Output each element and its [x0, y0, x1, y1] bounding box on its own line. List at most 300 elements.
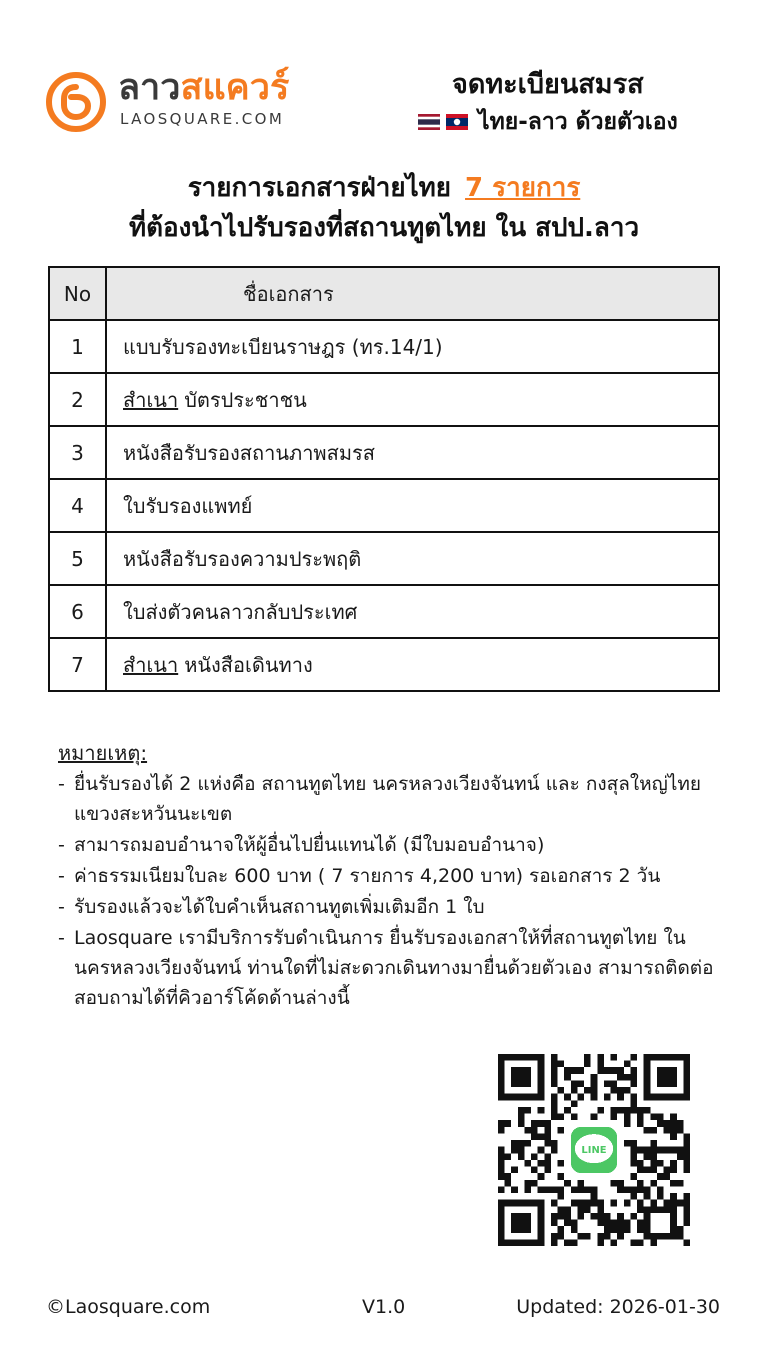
qr-module [544, 1127, 551, 1134]
qr-module [624, 1114, 631, 1121]
qr-module [564, 1206, 571, 1213]
qr-module [630, 1107, 637, 1114]
row-document-name [106, 373, 719, 426]
qr-module [617, 1233, 624, 1240]
qr-module [611, 1220, 618, 1227]
table-row [49, 532, 719, 585]
note-text: Laosquare เรามีบริการรับดำเนินการ ยื่นรับรองเอกสาให้ที่สถานทูตไทย ในนครหลวงเวียงจันทน์ ท่านใดที่ไม่สะดวกเดินทางมายื่นด้วยตัวเอง สามารถติดต่อสอบถามได้ที่คิวอาร์โค้ดด้านล่างนี้ [74, 927, 714, 1009]
qr-module [558, 1186, 565, 1193]
qr-module [670, 1147, 677, 1154]
qr-module [677, 1233, 684, 1240]
row-document-name [106, 320, 719, 373]
qr-module [597, 1206, 604, 1213]
qr-module [584, 1186, 591, 1193]
qr-module [564, 1067, 571, 1074]
row-document-text: แบบรับรองทะเบียนราษฎร (ทร.14/1) [123, 334, 443, 359]
qr-module [644, 1233, 651, 1240]
qr-module [551, 1094, 558, 1101]
qr-module [531, 1127, 538, 1134]
qr-module [518, 1153, 525, 1160]
qr-module [637, 1160, 644, 1167]
line-logo-icon [571, 1127, 617, 1173]
heading-line-2: ที่ต้องนำไปรับรองที่สถานทูตไทย ใน สปป.ลาว [128, 213, 640, 243]
qr-module [624, 1074, 631, 1081]
qr-module [637, 1180, 644, 1187]
qr-module [624, 1200, 631, 1207]
qr-module [630, 1213, 637, 1220]
qr-module [571, 1239, 578, 1246]
header-title-block [418, 68, 718, 140]
qr-module [683, 1239, 690, 1246]
qr-module [617, 1087, 624, 1094]
note-dash: - [58, 927, 65, 949]
row-document-name [106, 479, 719, 532]
qr-module [683, 1133, 690, 1140]
qr-module [505, 1180, 512, 1187]
lao-flag-icon [446, 114, 468, 130]
qr-module [630, 1186, 637, 1193]
qr-module [664, 1206, 671, 1213]
qr-module [650, 1140, 657, 1147]
header-subtitle-row [418, 104, 718, 140]
qr-module [664, 1127, 671, 1134]
qr-module [657, 1193, 664, 1200]
qr-module [624, 1140, 631, 1147]
qr-module [604, 1094, 611, 1101]
qr-module [637, 1114, 644, 1121]
notes-title: หมายเหตุ: [58, 741, 148, 765]
qr-module [670, 1167, 677, 1174]
qr-module [558, 1160, 565, 1167]
qr-module [630, 1153, 637, 1160]
qr-module [531, 1153, 538, 1160]
row-number: 5 [49, 532, 106, 585]
qr-module [591, 1087, 598, 1094]
qr-module [644, 1107, 651, 1114]
column-header-no: No [49, 267, 106, 320]
qr-module [597, 1107, 604, 1114]
qr-module [611, 1239, 618, 1246]
row-document-name [106, 638, 719, 691]
qr-module [531, 1180, 538, 1187]
qr-module [538, 1160, 545, 1167]
qr-module [498, 1120, 505, 1127]
qr-module [664, 1200, 671, 1207]
qr-module [644, 1167, 651, 1174]
qr-module [564, 1239, 571, 1246]
row-number: 3 [49, 426, 106, 479]
qr-module [644, 1153, 651, 1160]
qr-module [637, 1226, 644, 1233]
table-row [49, 585, 719, 638]
qr-module [630, 1193, 637, 1200]
qr-module [630, 1067, 637, 1074]
qr-module [597, 1061, 604, 1068]
note-dash: - [58, 773, 65, 795]
qr-module [571, 1067, 578, 1074]
qr-module [650, 1147, 657, 1154]
qr-module [498, 1186, 505, 1193]
qr-module [657, 1147, 664, 1154]
qr-module [637, 1200, 644, 1207]
qr-module [544, 1167, 551, 1174]
qr-module [617, 1074, 624, 1081]
note-text: ยื่นรับรองได้ 2 แห่งคือ สถานทูตไทย นครหลวงเวียงจันทน์ และ กงสุลใหญ่ไทย แขวงสะหวันนะเขต [74, 773, 702, 825]
note-dash: - [58, 865, 65, 887]
qr-module [571, 1226, 578, 1233]
row-document-text: ใบรับรองแพทย์ [123, 493, 253, 518]
qr-module [551, 1067, 558, 1074]
qr-module [670, 1226, 677, 1233]
heading-line-1 [0, 168, 768, 208]
qr-module [670, 1114, 677, 1121]
qr-module [558, 1061, 565, 1068]
qr-module [564, 1180, 571, 1187]
qr-module [630, 1074, 637, 1081]
qr-module [617, 1180, 624, 1187]
qr-module [597, 1220, 604, 1227]
qr-module [670, 1193, 677, 1200]
qr-module [518, 1120, 525, 1127]
table-row [49, 373, 719, 426]
table-row [49, 479, 719, 532]
qr-module [683, 1220, 690, 1227]
row-document-text: หนังสือเดินทาง [184, 652, 313, 677]
qr-module [597, 1233, 604, 1240]
qr-module [544, 1133, 551, 1140]
qr-module [670, 1200, 677, 1207]
qr-module [644, 1220, 651, 1227]
header-title: จดทะเบียนสมรส [452, 69, 644, 100]
qr-module [650, 1160, 657, 1167]
qr-module [637, 1206, 644, 1213]
qr-module [617, 1094, 624, 1101]
qr-module [624, 1107, 631, 1114]
footer-copyright: ©Laosquare.com [46, 1296, 211, 1318]
qr-module [551, 1186, 558, 1193]
qr-module [650, 1153, 657, 1160]
row-number: 4 [49, 479, 106, 532]
qr-module [558, 1087, 565, 1094]
qr-module [683, 1147, 690, 1154]
qr-module [511, 1140, 518, 1147]
qr-module [644, 1147, 651, 1154]
qr-module [597, 1067, 604, 1074]
row-number: 2 [49, 373, 106, 426]
qr-module [611, 1180, 618, 1187]
qr-module [664, 1120, 671, 1127]
qr-module [630, 1239, 637, 1246]
qr-module [670, 1127, 677, 1134]
qr-module [571, 1114, 578, 1121]
qr-module [604, 1220, 611, 1227]
qr-module [683, 1167, 690, 1174]
qr-module [624, 1220, 631, 1227]
row-document-text: บัตรประชาชน [184, 387, 307, 412]
qr-module [630, 1173, 637, 1180]
column-header-name: ชื่อเอกสาร [106, 267, 719, 320]
qr-module [584, 1200, 591, 1207]
qr-module [524, 1107, 531, 1114]
qr-module [498, 1173, 505, 1180]
qr-module [551, 1114, 558, 1121]
qr-module [551, 1054, 558, 1061]
qr-module [637, 1120, 644, 1127]
note-text: สามารถมอบอำนาจให้ผู้อื่นไปยื่นแทนได้ (มีใบมอบอำนาจ) [74, 834, 545, 856]
qr-module [551, 1200, 558, 1207]
qr-module [657, 1233, 664, 1240]
qr-module [538, 1133, 545, 1140]
brand-name-part1: ลาว [118, 67, 181, 108]
qr-module [683, 1200, 690, 1207]
qr-module [604, 1233, 611, 1240]
qr-module [637, 1220, 644, 1227]
qr-module [630, 1140, 637, 1147]
qr-module [518, 1114, 525, 1121]
qr-module [670, 1213, 677, 1220]
brand-name [118, 66, 289, 110]
qr-module [571, 1200, 578, 1207]
qr-module [683, 1206, 690, 1213]
qr-module [677, 1120, 684, 1127]
qr-module [551, 1220, 558, 1227]
qr-module [558, 1173, 565, 1180]
qr-module [577, 1200, 584, 1207]
footer-updated: Updated: 2026-01-30 [516, 1296, 720, 1318]
note-item [58, 923, 718, 1013]
qr-module [597, 1054, 604, 1061]
qr-module [551, 1147, 558, 1154]
qr-module [498, 1153, 505, 1160]
qr-module [591, 1193, 598, 1200]
qr-module [524, 1140, 531, 1147]
qr-module [624, 1120, 631, 1127]
row-number: 1 [49, 320, 106, 373]
row-document-text: ใบส่งตัวคนลาวกลับประเทศ [123, 599, 358, 624]
qr-module [611, 1087, 618, 1094]
qr-module [683, 1140, 690, 1147]
heading-text: รายการเอกสารฝ่ายไทย [187, 173, 452, 203]
qr-module [630, 1147, 637, 1154]
qr-module [604, 1067, 611, 1074]
qr-module [657, 1114, 664, 1121]
qr-module [551, 1239, 558, 1246]
qr-module [571, 1087, 578, 1094]
qr-module [558, 1226, 565, 1233]
qr-module [498, 1147, 505, 1154]
qr-module [531, 1167, 538, 1174]
qr-module [544, 1160, 551, 1167]
qr-module [498, 1160, 505, 1167]
qr-module [518, 1107, 525, 1114]
document-table [48, 266, 720, 692]
qr-module [584, 1087, 591, 1094]
qr-module [584, 1233, 591, 1240]
qr-module [657, 1120, 664, 1127]
qr-module [630, 1094, 637, 1101]
qr-module [617, 1107, 624, 1114]
row-document-name [106, 585, 719, 638]
qr-module [637, 1107, 644, 1114]
qr-module [657, 1186, 664, 1193]
row-document-text: หนังสือรับรองสถานภาพสมรส [123, 440, 375, 465]
qr-module [644, 1213, 651, 1220]
header-subtitle: ไทย-ลาว ด้วยตัวเอง [478, 109, 678, 135]
qr-module [558, 1114, 565, 1121]
qr-module [544, 1153, 551, 1160]
notes-list [58, 769, 718, 1013]
footer-version: V1.0 [362, 1296, 406, 1318]
row-number: 7 [49, 638, 106, 691]
qr-module [664, 1233, 671, 1240]
qr-module [524, 1127, 531, 1134]
qr-module [577, 1180, 584, 1187]
qr-module [644, 1206, 651, 1213]
qr-module [551, 1233, 558, 1240]
qr-module [551, 1074, 558, 1081]
qr-module [611, 1067, 618, 1074]
qr-module [531, 1120, 538, 1127]
qr-module [683, 1193, 690, 1200]
brand-subtitle: LAOSQUARE.COM [120, 110, 285, 128]
qr-module [624, 1226, 631, 1233]
qr-module [564, 1074, 571, 1081]
qr-module [650, 1127, 657, 1134]
qr-module [505, 1120, 512, 1127]
qr-module [630, 1160, 637, 1167]
qr-module [584, 1061, 591, 1068]
qr-module [505, 1153, 512, 1160]
qr-module [551, 1080, 558, 1087]
table-row [49, 426, 719, 479]
line-qr-code[interactable] [498, 1054, 690, 1246]
qr-module [571, 1220, 578, 1227]
qr-module [577, 1094, 584, 1101]
qr-module [571, 1080, 578, 1087]
qr-module [644, 1226, 651, 1233]
qr-module [604, 1226, 611, 1233]
qr-module [657, 1173, 664, 1180]
qr-module [544, 1140, 551, 1147]
qr-module [551, 1061, 558, 1068]
table-row [49, 638, 719, 691]
qr-module [524, 1180, 531, 1187]
qr-module [524, 1186, 531, 1193]
row-document-name [106, 532, 719, 585]
qr-module [611, 1107, 618, 1114]
qr-module [531, 1133, 538, 1140]
qr-module [657, 1206, 664, 1213]
qr-module [597, 1200, 604, 1207]
qr-module [558, 1206, 565, 1213]
qr-module [604, 1213, 611, 1220]
qr-module [551, 1100, 558, 1107]
qr-module [558, 1193, 565, 1200]
qr-module [670, 1160, 677, 1167]
qr-module [498, 1127, 505, 1134]
qr-module [617, 1220, 624, 1227]
note-item [58, 861, 718, 891]
qr-module [597, 1213, 604, 1220]
copy-tag: สำเนา [123, 652, 179, 677]
qr-module [591, 1186, 598, 1193]
qr-module [611, 1226, 618, 1233]
qr-module [538, 1186, 545, 1193]
qr-module [564, 1220, 571, 1227]
qr-module [677, 1180, 684, 1187]
qr-module [630, 1054, 637, 1061]
qr-module [637, 1239, 644, 1246]
qr-module [577, 1080, 584, 1087]
qr-module [677, 1147, 684, 1154]
qr-module [564, 1107, 571, 1114]
qr-module [564, 1213, 571, 1220]
qr-module [577, 1233, 584, 1240]
qr-module [670, 1220, 677, 1227]
qr-module [538, 1120, 545, 1127]
table-row [49, 320, 719, 373]
qr-module [551, 1213, 558, 1220]
notes-section [58, 738, 718, 1013]
qr-module [524, 1160, 531, 1167]
note-item [58, 769, 718, 829]
qr-module [591, 1094, 598, 1101]
qr-module [571, 1186, 578, 1193]
qr-module [597, 1239, 604, 1246]
qr-module [664, 1173, 671, 1180]
qr-module [511, 1147, 518, 1154]
note-text: ค่าธรรมเนียมใบละ 600 บาท ( 7 รายการ 4,200 บาท) รอเอกสาร 2 วัน [74, 865, 661, 887]
qr-module [498, 1167, 505, 1174]
qr-module [584, 1206, 591, 1213]
qr-module [670, 1206, 677, 1213]
qr-module [664, 1167, 671, 1174]
qr-module [551, 1140, 558, 1147]
qr-module [591, 1074, 598, 1081]
qr-module [617, 1226, 624, 1233]
qr-module [511, 1167, 518, 1174]
qr-module [538, 1107, 545, 1114]
qr-module [611, 1080, 618, 1087]
qr-module [644, 1193, 651, 1200]
qr-module [558, 1233, 565, 1240]
qr-module [611, 1054, 618, 1061]
qr-module [650, 1114, 657, 1121]
qr-module [577, 1206, 584, 1213]
brand-logo [46, 67, 346, 134]
qr-module [637, 1167, 644, 1174]
qr-module [650, 1200, 657, 1207]
qr-module [650, 1233, 657, 1240]
line-logo-text: LINE [581, 1144, 607, 1156]
laosquare-logo-icon [46, 72, 106, 132]
qr-module [604, 1080, 611, 1087]
qr-module [677, 1127, 684, 1134]
qr-module [571, 1100, 578, 1107]
qr-module [617, 1067, 624, 1074]
qr-module [511, 1186, 518, 1193]
qr-module [657, 1160, 664, 1167]
qr-module [611, 1114, 618, 1121]
qr-module [544, 1186, 551, 1193]
qr-module [551, 1107, 558, 1114]
qr-module [664, 1147, 671, 1154]
qr-module [505, 1173, 512, 1180]
qr-module [677, 1226, 684, 1233]
qr-module [630, 1100, 637, 1107]
note-dash: - [58, 896, 65, 918]
qr-module [644, 1186, 651, 1193]
